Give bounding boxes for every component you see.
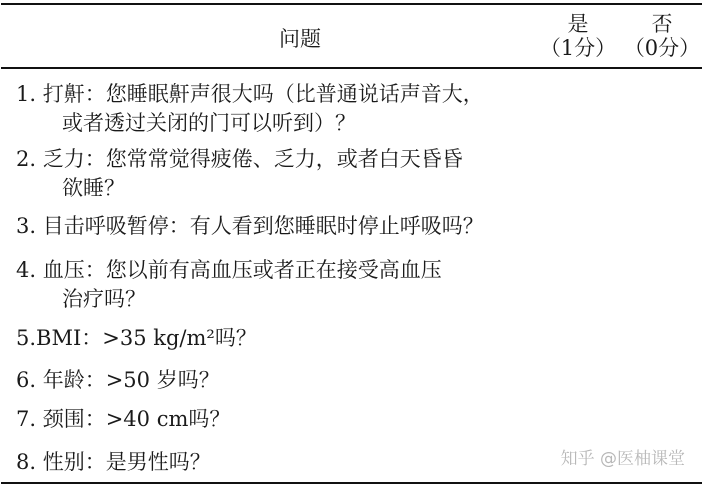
question-row-gender (16, 448, 536, 477)
header-yes (535, 12, 621, 60)
question-text: 8. 性别：是男性吗？ (16, 450, 211, 474)
table-top-rule (1, 3, 702, 5)
question-text: 4. 血压：您以前有高血压或者正在接受高血压 (16, 258, 442, 282)
header-no-score: （0分） (623, 36, 701, 60)
question-row-age (16, 366, 536, 395)
question-text: 3. 目击呼吸暂停：有人看到您睡眠时停止呼吸吗？ (16, 214, 484, 238)
header-question: 问题 (279, 27, 321, 51)
question-text: 7. 颈围：>40 cm吗？ (16, 407, 231, 431)
question-row-neck (16, 405, 536, 434)
question-row-observed-apnea (16, 212, 536, 241)
question-row-tiredness (16, 145, 536, 203)
question-text-continued: 欲睡？ (62, 176, 125, 200)
question-text-continued: 或者透过关闭的门可以听到）？ (62, 111, 356, 135)
header-no-label: 否 (651, 12, 673, 36)
table-header-rule (1, 67, 702, 69)
question-text: 2. 乏力：您常常觉得疲倦、乏力，或者白天昏昏 (16, 147, 463, 171)
question-text: 6. 年龄：>50 岁吗？ (16, 368, 220, 392)
header-no (621, 12, 703, 60)
watermark: 知乎 @医柚课堂 (560, 449, 685, 469)
question-row-snoring (16, 80, 536, 138)
question-text-continued: 治疗吗？ (62, 287, 146, 311)
question-row-blood-pressure (16, 256, 536, 314)
table-bottom-rule (1, 482, 702, 484)
header-yes-label: 是 (567, 12, 589, 36)
question-row-bmi (16, 324, 536, 353)
question-text: 5.BMI：>35 kg/m²吗？ (16, 326, 257, 350)
header-yes-score: （1分） (539, 36, 617, 60)
question-text: 1. 打鼾：您睡眠鼾声很大吗（比普通说话声音大， (16, 82, 484, 106)
